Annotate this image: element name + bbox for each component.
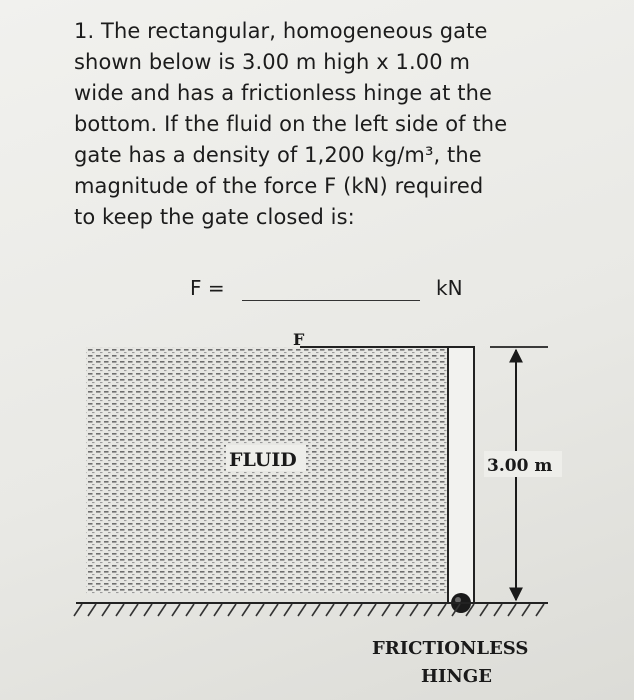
dimension-label: 3.00 m bbox=[487, 456, 553, 476]
answer-unit: kN bbox=[436, 276, 463, 300]
hinge-label-line2: HINGE bbox=[421, 666, 492, 687]
problem-line: shown below is 3.00 m high x 1.00 m bbox=[74, 50, 471, 74]
force-label: F bbox=[293, 330, 305, 349]
problem-line: 1. The rectangular, homogeneous gate bbox=[74, 19, 488, 43]
problem-line: wide and has a frictionless hinge at the bbox=[74, 81, 493, 105]
answer-prefix: F = bbox=[190, 276, 225, 300]
problem-line: bottom. If the fluid on the left side of the bbox=[74, 112, 508, 136]
hinge-label-line1: FRICTIONLESS bbox=[372, 638, 529, 659]
problem-line: gate has a density of 1,200 kg/m³, the bbox=[74, 143, 482, 167]
ground-hatching bbox=[74, 604, 544, 616]
gate bbox=[448, 347, 474, 603]
fluid-label: FLUID bbox=[229, 449, 297, 471]
problem-line: magnitude of the force F (kN) required bbox=[74, 174, 484, 198]
problem-line: to keep the gate closed is: bbox=[74, 205, 355, 229]
